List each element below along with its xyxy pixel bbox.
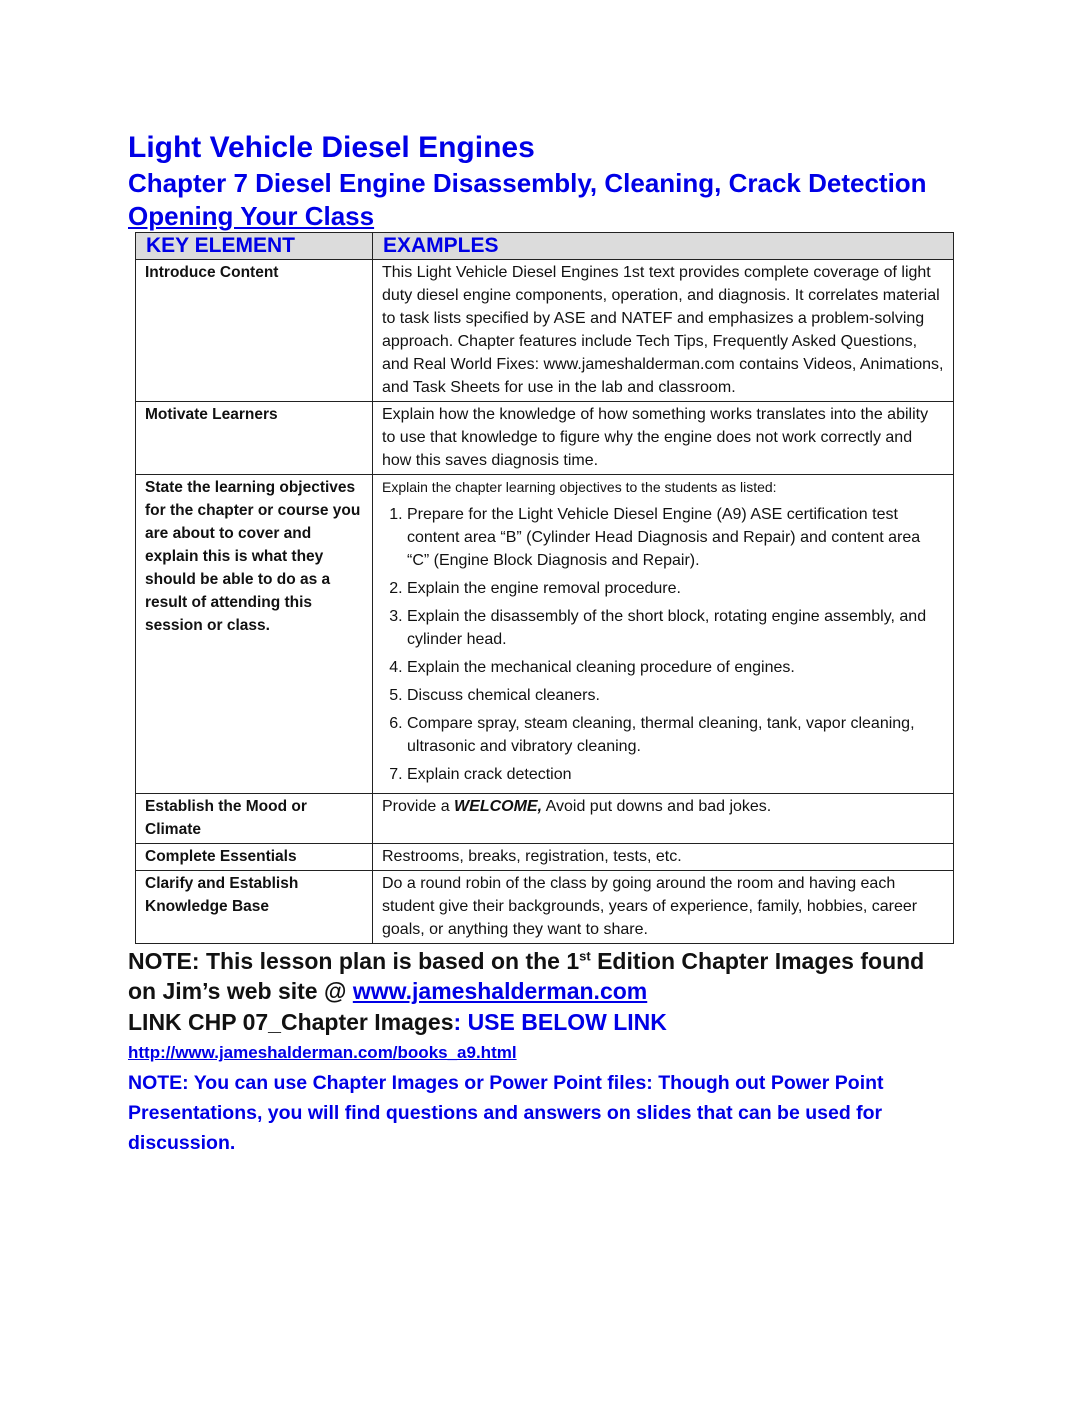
table-row	[136, 794, 954, 844]
table-row	[136, 844, 954, 871]
notes-section	[128, 946, 958, 1158]
objective-item: 5. Discuss chemical cleaners.	[407, 684, 945, 707]
key-cell: Motivate Learners	[136, 402, 373, 475]
key-cell: Complete Essentials	[136, 844, 373, 871]
table-row	[136, 475, 954, 794]
superscript: st	[579, 948, 591, 964]
welcome-emphasis: WELCOME,	[454, 798, 543, 815]
key-cell: State the learning objectives for the chapter or course you are about to cover and explain this is what they should be able to do as a result of attending this session or class.	[136, 475, 373, 794]
note-text: NOTE: This lesson plan is based on the 1	[128, 948, 580, 974]
table-header-row	[136, 233, 954, 260]
site-link[interactable]: www.jameshalderman.com	[352, 978, 648, 1004]
objectives-intro: Explain the chapter learning objectives to the students as listed:	[382, 479, 777, 495]
example-cell: Explain how the knowledge of how something works translates into the ability to use that knowledge to figure why the engine does not work correctly and how this saves diagnosis time.	[373, 402, 954, 475]
table-row	[136, 260, 954, 402]
objective-item: 1. Prepare for the Light Vehicle Diesel Engine (A9) ASE certification test content area “B” (Cylinder Head Diagnosis and Repair) and content area “C” (Engine Block Diagnosis and Repair).	[407, 503, 945, 572]
note-text: Edition Chapter Images found on Jim’s web site @	[128, 948, 925, 1004]
page-content	[128, 130, 958, 1158]
edition-note	[128, 946, 958, 1006]
document-title: Light Vehicle Diesel Engines	[128, 131, 535, 164]
link-line	[128, 1006, 958, 1038]
header-examples: EXAMPLES	[373, 233, 954, 260]
objective-item: 3. Explain the disassembly of the short block, rotating engine assembly, and cylinder head.	[407, 605, 945, 651]
example-cell	[373, 794, 954, 844]
objectives-list	[382, 503, 945, 786]
key-cell: Introduce Content	[136, 260, 373, 402]
text: Avoid put downs and bad jokes.	[542, 798, 772, 815]
example-cell: Do a round robin of the class by going around the room and having each student give their backgrounds, years of experience, family, hobbies, career goals, or anything they want to share.	[373, 871, 954, 944]
example-cell: Restrooms, breaks, registration, tests, etc.	[373, 844, 954, 871]
header-key-element: KEY ELEMENT	[136, 233, 373, 260]
example-cell	[373, 475, 954, 794]
link-label: LINK CHP 07_Chapter Images	[128, 1009, 454, 1035]
link-instruction: : USE BELOW LINK	[453, 1009, 667, 1035]
opening-class-table	[135, 232, 954, 944]
key-cell: Establish the Mood or Climate	[136, 794, 373, 844]
example-cell: This Light Vehicle Diesel Engines 1st text provides complete coverage of light duty diesel engine components, operation, and diagnosis. It correlates material to task lists specified by ASE and NATEF and emphasizes a problem-solving approach. Chapter features include Tech Tips, Frequently Asked Questions, and Real World Fixes: www.jameshalderman.com contains Videos, Animations, and Task Sheets for use in the lab and classroom.	[373, 260, 954, 402]
table-row	[136, 402, 954, 475]
section-heading: Opening Your Class	[128, 201, 375, 231]
objective-item: 7. Explain crack detection	[407, 763, 945, 786]
objective-item: 4. Explain the mechanical cleaning procedure of engines.	[407, 656, 945, 679]
objective-item: 2. Explain the engine removal procedure.	[407, 577, 945, 600]
key-cell: Clarify and Establish Knowledge Base	[136, 871, 373, 944]
chapter-images-link[interactable]: http://www.jameshalderman.com/books_a9.html	[128, 1043, 517, 1062]
chapter-title: Chapter 7 Diesel Engine Disassembly, Cleaning, Crack Detection	[128, 168, 927, 198]
powerpoint-note: NOTE: You can use Chapter Images or Power Point files: Though out Power Point Presentations, you will find questions and answers on slides that can be used for discussion.	[128, 1072, 884, 1154]
text: Provide a	[382, 798, 455, 815]
url-line	[128, 1038, 958, 1068]
objective-item: 6. Compare spray, steam cleaning, thermal cleaning, tank, vapor cleaning, ultrasonic and vibratory cleaning.	[407, 712, 945, 758]
table-row	[136, 871, 954, 944]
